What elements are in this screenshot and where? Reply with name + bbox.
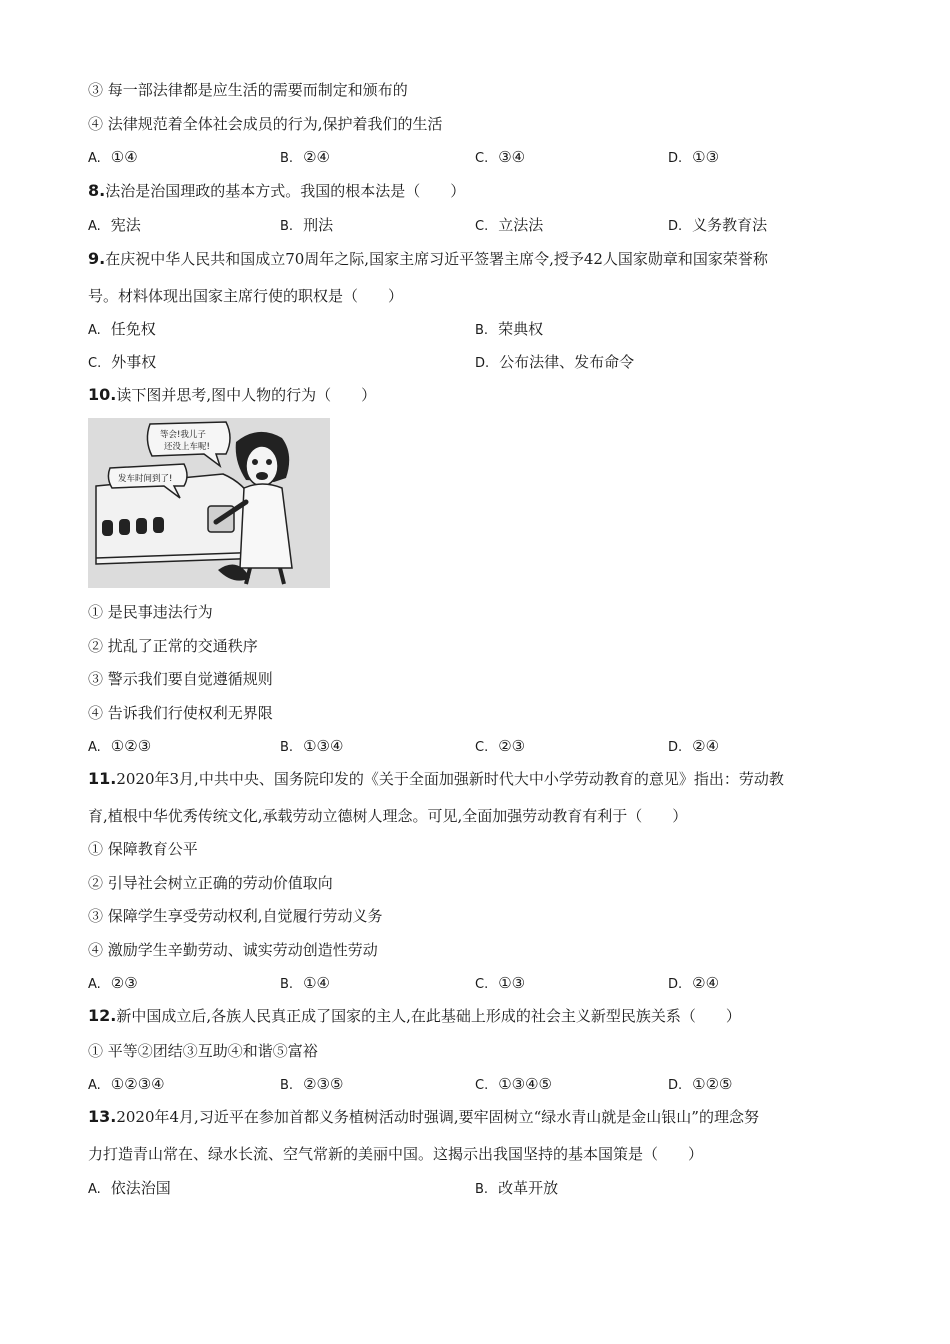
option-label: C. — [475, 151, 489, 166]
option-label: B. — [475, 1182, 489, 1197]
q12-option-d — [668, 1074, 733, 1096]
option-label: B. — [475, 323, 489, 338]
speech-bubble-line1: 等会!我儿子 — [160, 430, 206, 440]
q12-option-a — [88, 1074, 165, 1096]
woman-eye — [252, 459, 258, 465]
train-window — [119, 519, 130, 535]
q10-item-2: ② 扰乱了正常的交通秩序 — [88, 637, 258, 655]
q11-option-b — [280, 973, 330, 995]
option-label: C. — [475, 977, 489, 992]
option-text: 刑法 — [303, 216, 334, 234]
option-text: 公布法律、发布命令 — [499, 353, 635, 371]
option-text: ②③ — [110, 974, 138, 992]
train-window — [153, 517, 164, 533]
option-label: A. — [88, 323, 101, 338]
option-text: ①②③ — [110, 737, 152, 755]
question-number: 8. — [88, 181, 106, 200]
option-label: D. — [668, 219, 683, 234]
q11-item-1: ① 保障教育公平 — [88, 840, 198, 858]
option-label: C. — [475, 1078, 489, 1093]
option-label: B. — [280, 1078, 294, 1093]
option-text: ①③④⑤ — [498, 1075, 553, 1093]
option-label: C. — [475, 740, 489, 755]
option-text: 外事权 — [111, 353, 157, 371]
q10-stem — [88, 385, 376, 405]
option-text: 依法治国 — [110, 1179, 171, 1197]
question-number: 9. — [88, 249, 106, 268]
q9-stem-line1 — [88, 249, 768, 269]
option-text: ①③ — [692, 148, 720, 166]
q12-item-1: ① 平等②团结③互助④和谐⑤富裕 — [88, 1042, 318, 1060]
option-text: ①②⑤ — [692, 1075, 733, 1093]
option-label: B. — [280, 740, 294, 755]
option-label: B. — [280, 219, 294, 234]
q9-stem-line2: 号。材料体现出国家主席行使的职权是（ ） — [88, 287, 404, 305]
q7-item-4: ④ 法律规范着全体社会成员的行为,保护着我们的生活 — [88, 115, 443, 133]
train-window — [136, 518, 147, 534]
q11-option-c — [475, 973, 525, 995]
option-label: A. — [88, 740, 101, 755]
option-label: A. — [88, 977, 101, 992]
option-label: C. — [88, 356, 102, 371]
q8-option-d — [668, 215, 767, 237]
option-label: C. — [475, 219, 489, 234]
q11-option-d — [668, 973, 719, 995]
q11-item-2: ② 引导社会树立正确的劳动价值取向 — [88, 874, 333, 892]
q11-stem-line1 — [88, 769, 784, 789]
question-text: 新中国成立后,各族人民真正成了国家的主人,在此基础上形成的社会主义新型民族关系（ ） — [116, 1007, 741, 1025]
option-text: ①③④ — [303, 737, 344, 755]
woman-eye — [266, 459, 272, 465]
option-text: ①④ — [303, 974, 330, 992]
announcement-text: 发车时间到了! — [118, 474, 173, 484]
train-window — [102, 520, 113, 536]
option-text: ②③⑤ — [303, 1075, 344, 1093]
q9-option-a — [88, 319, 156, 341]
question-text: 读下图并思考,图中人物的行为（ ） — [116, 386, 377, 404]
question-text: 在庆祝中华人民共和国成立70周年之际,国家主席习近平签署主席令,授予42人国家勋章和国家荣誉称 — [105, 250, 768, 268]
q10-item-3: ③ 警示我们要自觉遵循规则 — [88, 670, 273, 688]
option-label: D. — [668, 977, 683, 992]
q7-item-3: ③ 每一部法律都是应生活的需要而制定和颁布的 — [88, 81, 408, 99]
option-label: D. — [668, 151, 683, 166]
q12-option-b — [280, 1074, 343, 1096]
q11-item-4: ④ 激励学生辛勤劳动、诚实劳动创造性劳动 — [88, 941, 378, 959]
option-label: D. — [475, 356, 490, 371]
q13-option-b — [475, 1178, 558, 1200]
question-number: 13. — [88, 1107, 117, 1126]
cartoon-illustration — [88, 418, 330, 588]
q9-option-d — [475, 352, 634, 374]
option-text: 立法法 — [498, 216, 544, 234]
option-text: ②④ — [692, 974, 720, 992]
question-text: 2020年3月,中共中央、国务院印发的《关于全面加强新时代大中小学劳动教育的意见》指出：劳动教 — [116, 770, 784, 788]
option-text: 任免权 — [110, 320, 156, 338]
q11-option-a — [88, 973, 138, 995]
option-text: 荣典权 — [498, 320, 544, 338]
q8-option-c — [475, 215, 543, 237]
option-label: D. — [668, 740, 683, 755]
option-text: ②④ — [692, 737, 720, 755]
option-text: ①②③④ — [110, 1075, 165, 1093]
q10-item-4: ④ 告诉我们行使权利无界限 — [88, 704, 273, 722]
q9-option-b — [475, 319, 543, 341]
question-text: 2020年4月,习近平在参加首都义务植树活动时强调,要牢固树立“绿水青山就是金山银山”的理念努 — [116, 1108, 759, 1126]
speech-bubble-line2: 还没上车呢! — [164, 442, 210, 452]
q10-option-a — [88, 736, 151, 758]
option-text: ①③ — [498, 974, 526, 992]
q10-item-1: ① 是民事违法行为 — [88, 603, 213, 621]
option-text: 改革开放 — [498, 1179, 559, 1197]
q13-stem-line1 — [88, 1107, 759, 1127]
q10-option-d — [668, 736, 719, 758]
option-text: ②③ — [498, 737, 526, 755]
q11-item-3: ③ 保障学生享受劳动权利,自觉履行劳动义务 — [88, 907, 383, 925]
q7-option-c — [475, 147, 525, 169]
question-text: 法治是治国理政的基本方式。我国的根本法是（ ） — [105, 182, 466, 200]
option-text: ③④ — [498, 148, 526, 166]
q12-stem — [88, 1006, 741, 1026]
option-text: ①④ — [110, 148, 138, 166]
q9-option-c — [88, 352, 156, 374]
question-number: 10. — [88, 385, 117, 404]
option-label: B. — [280, 151, 294, 166]
q7-option-d — [668, 147, 719, 169]
option-text: 宪法 — [110, 216, 141, 234]
q8-option-a — [88, 215, 141, 237]
q13-option-a — [88, 1178, 171, 1200]
q8-option-b — [280, 215, 333, 237]
q12-option-c — [475, 1074, 552, 1096]
question-number: 12. — [88, 1006, 117, 1025]
option-label: B. — [280, 977, 294, 992]
q10-option-b — [280, 736, 343, 758]
q10-option-c — [475, 736, 525, 758]
q8-stem — [88, 181, 465, 201]
question-number: 11. — [88, 769, 117, 788]
option-label: A. — [88, 219, 101, 234]
q7-option-b — [280, 147, 330, 169]
option-label: A. — [88, 1182, 101, 1197]
woman-mouth — [256, 472, 268, 480]
q13-stem-line2: 力打造青山常在、绿水长流、空气常新的美丽中国。这揭示出我国坚持的基本国策是（ ） — [88, 1145, 704, 1163]
option-label: A. — [88, 151, 101, 166]
q11-stem-line2: 育,植根中华优秀传统文化,承载劳动立德树人理念。可见,全面加强劳动教育有利于（ ） — [88, 807, 688, 825]
option-text: 义务教育法 — [692, 216, 768, 234]
option-label: D. — [668, 1078, 683, 1093]
q7-option-a — [88, 147, 138, 169]
option-text: ②④ — [303, 148, 330, 166]
option-label: A. — [88, 1078, 101, 1093]
